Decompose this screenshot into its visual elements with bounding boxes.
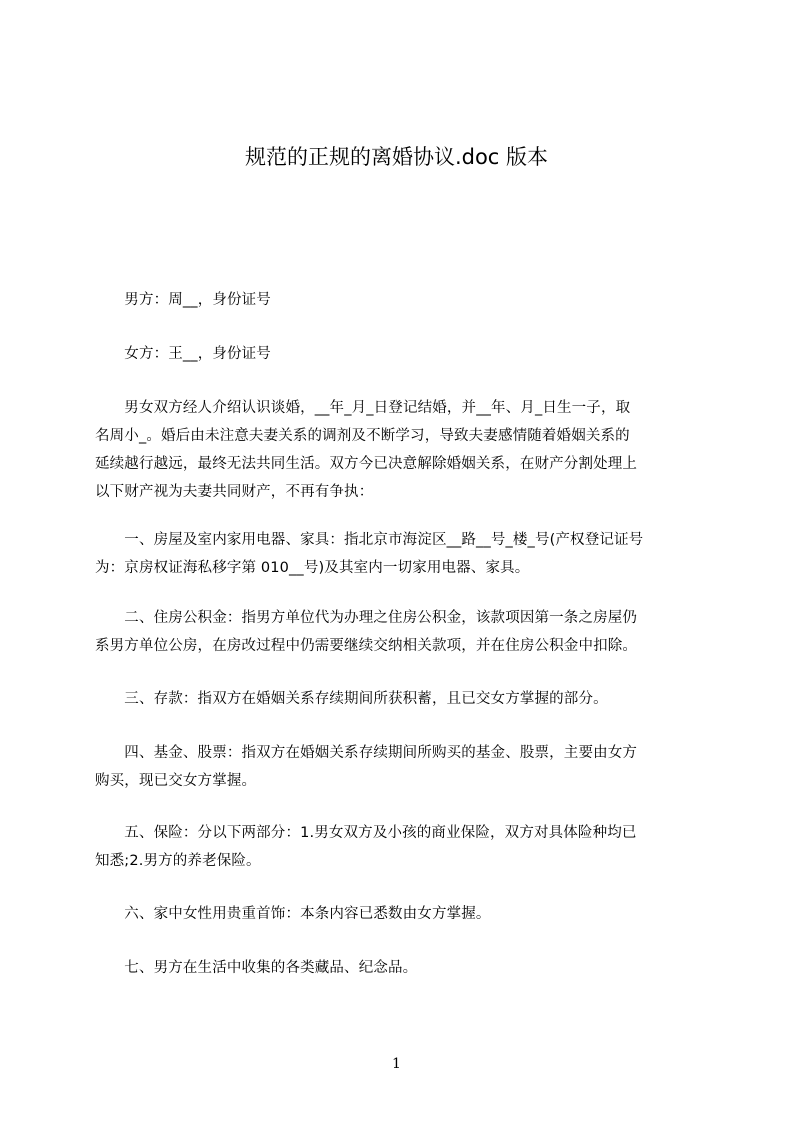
text-line: 系男方单位公房，在房改过程中仍需要继续交纳相关款项，并在住房公积金中扣除。: [95, 638, 638, 654]
paragraph-item-2-housing-fund: [95, 604, 707, 660]
text-line: 二、住房公积金：指男方单位代为办理之住房公积金，该款项因第一条之房屋仍: [95, 610, 638, 626]
text-line: 五、保险：分以下两部分：1.男女双方及小孩的商业保险，双方对具体险种均已: [95, 825, 637, 841]
paragraph-female-party: [95, 340, 707, 368]
text-line: 男方：周__，身份证号: [95, 292, 271, 308]
paragraph-item-1-house: [95, 526, 707, 582]
paragraph-item-5-insurance: [95, 819, 707, 875]
text-line: 购买，现已交女方掌握。: [95, 773, 257, 789]
text-line: 延续越行越远，最终无法共同生活。双方今已决意解除婚姻关系，在财产分割处理上: [95, 456, 638, 472]
document-title: 规范的正规的离婚协议.doc 版本: [244, 145, 549, 169]
paragraph-item-7-collectibles: [95, 954, 707, 982]
text-line: 四、基金、股票：指双方在婚姻关系存续期间所购买的基金、股票，主要由女方: [95, 745, 638, 761]
text-line: 名周小_。婚后由未注意夫妻关系的调剂及不断学习，导致夫妻感情随着婚姻关系的: [95, 428, 630, 444]
paragraph-background: [95, 394, 707, 506]
text-line: 一、房屋及室内家用电器、家具：指北京市海淀区__路__号_楼_号(产权登记证号: [95, 532, 644, 548]
text-line: 知悉;2.男方的养老保险。: [95, 853, 261, 869]
text-line: 七、男方在生活中收集的各类藏品、纪念品。: [95, 960, 418, 976]
text-line: 女方：王__，身份证号: [95, 346, 271, 362]
paragraph-item-4-funds-stocks: [95, 739, 707, 795]
page-number: 1: [392, 1056, 401, 1072]
paragraph-item-6-jewelry: [95, 900, 707, 928]
paragraph-male-party: [95, 286, 707, 314]
paragraph-item-3-deposits: [95, 685, 707, 713]
text-line: 六、家中女性用贵重首饰：本条内容已悉数由女方掌握。: [95, 906, 491, 922]
text-line: 三、存款：指双方在婚姻关系存续期间所获积蓄，且已交女方掌握的部分。: [95, 691, 608, 707]
text-line: 为：京房权证海私移字第 010__号)及其室内一切家用电器、家具。: [95, 560, 530, 576]
text-line: 以下财产视为夫妻共同财产，不再有争执：: [95, 484, 374, 500]
text-line: 男女双方经人介绍认识谈婚，__年_月_日登记结婚，并__年、月_日生一子，取: [95, 400, 631, 416]
